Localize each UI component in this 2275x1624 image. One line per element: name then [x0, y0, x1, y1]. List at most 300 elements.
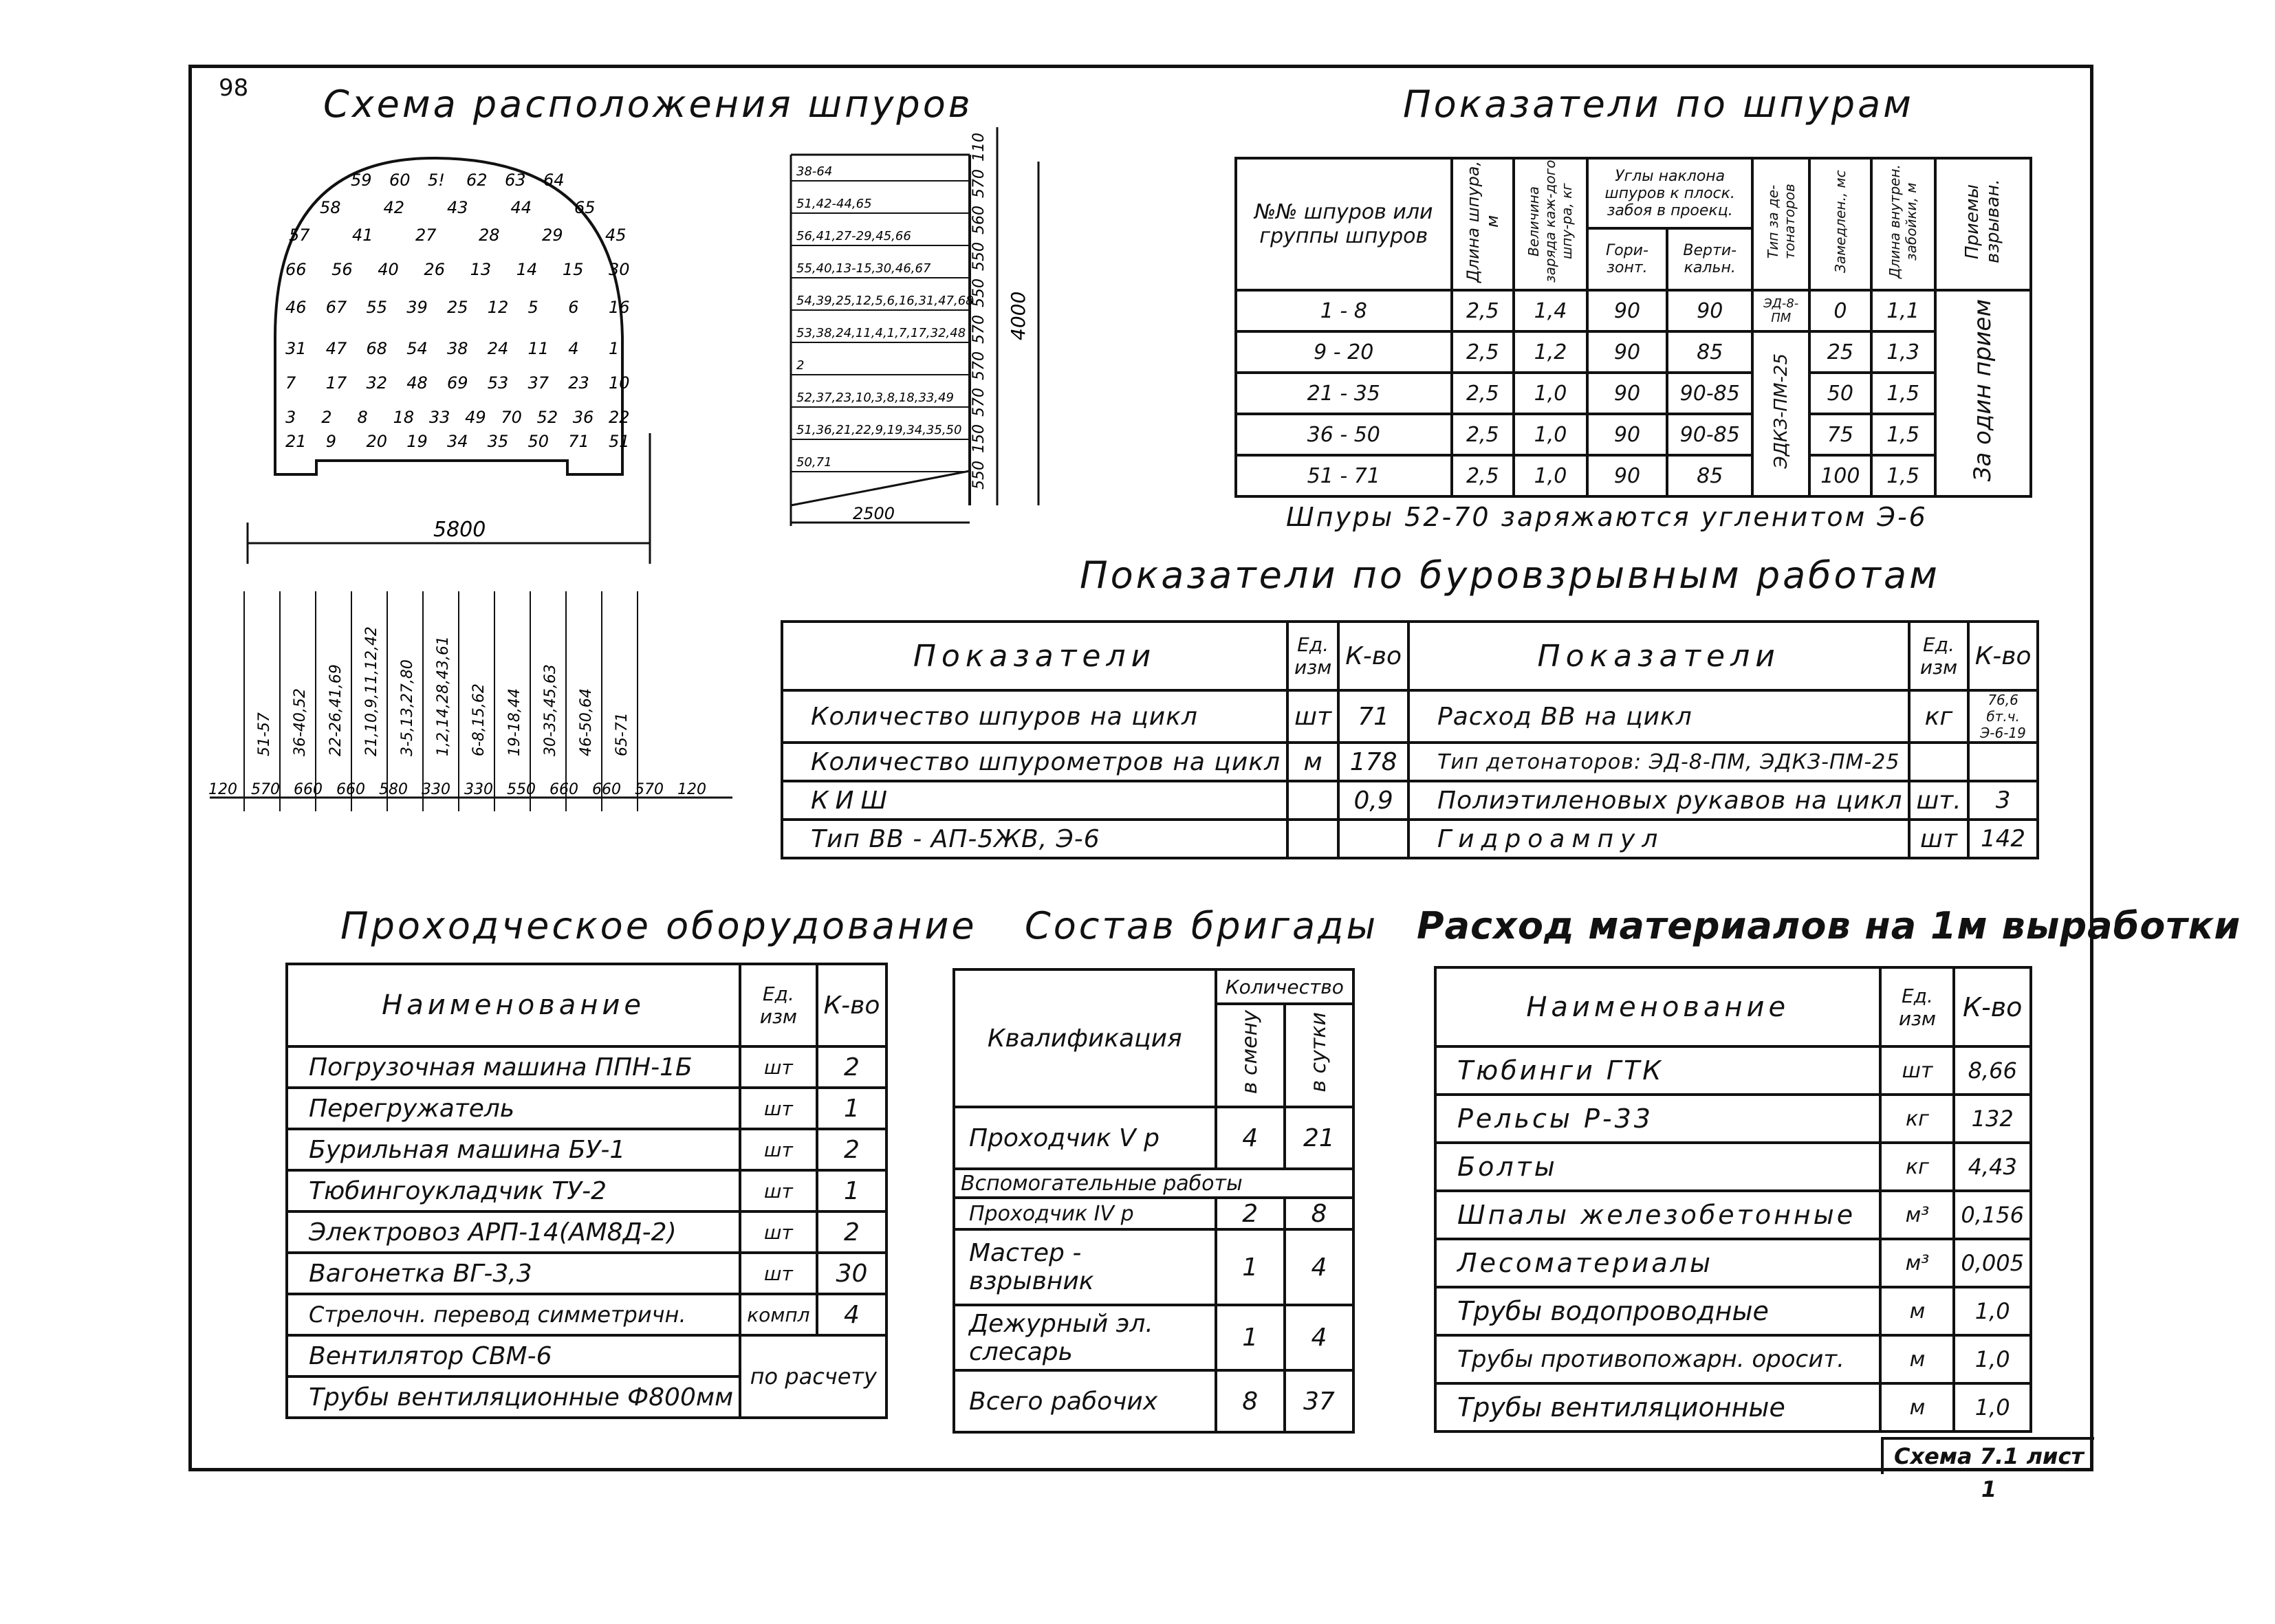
- materials-row: [1435, 1383, 2031, 1431]
- strip-spacing-label: 570: [635, 781, 664, 798]
- section-row-label: 51,42-44,65: [796, 197, 872, 211]
- brigade-shift: 2: [1216, 1198, 1285, 1229]
- brigade-day: 21: [1285, 1107, 1353, 1169]
- drilling-right-name: Полиэтиленовых рукавов на цикл: [1408, 781, 1909, 820]
- blasthole-note: Шпуры 52-70 заряжаются угленитом Э-6: [1286, 502, 1928, 532]
- total-height-label: 4000: [1007, 291, 1030, 340]
- th-left-unit: Ед. изм: [1287, 622, 1338, 690]
- hole-number: 66: [285, 260, 307, 279]
- blasthole-cell: 2,5: [1452, 414, 1514, 455]
- hole-number: 14: [516, 260, 538, 279]
- brigade-shift: 4: [1216, 1107, 1285, 1169]
- blasthole-cell: 21 - 35: [1236, 373, 1452, 414]
- blasthole-cell: 85: [1667, 331, 1752, 373]
- materials-unit: кг: [1880, 1095, 1954, 1143]
- hole-number: 43: [447, 198, 468, 217]
- drilling-row: [782, 781, 2038, 820]
- materials-row: [1435, 1095, 2031, 1143]
- th-method: Приемы взрыван.: [1935, 158, 2031, 290]
- blasthole-cell: 1,3: [1871, 331, 1935, 373]
- materials-row: [1435, 1191, 2031, 1239]
- hole-number: 47: [325, 339, 347, 358]
- equipment-name: Вагонетка ВГ-3,3: [287, 1253, 740, 1294]
- hole-spacing-strip: [203, 584, 739, 818]
- brigade-day: 4: [1285, 1229, 1353, 1305]
- blasthole-cell: 90-85: [1667, 373, 1752, 414]
- equipment-merged-note: по расчету: [740, 1335, 886, 1418]
- th-eq-unit: Ед. изм: [740, 964, 816, 1046]
- drilling-left-qty: 71: [1338, 690, 1408, 743]
- section-row-label: 51,36,21,22,9,19,34,35,50: [796, 423, 962, 437]
- title-scheme: Схема расположения шпуров: [323, 83, 973, 126]
- section-row-label: 56,41,27-29,45,66: [796, 229, 911, 243]
- drilling-left-unit: [1287, 820, 1338, 858]
- hole-number: 68: [366, 339, 388, 358]
- drilling-left-qty: 0,9: [1338, 781, 1408, 820]
- th-horiz: Гори-зонт.: [1587, 228, 1667, 290]
- blasthole-row: [1236, 373, 2031, 414]
- blasthole-cell: 90: [1587, 414, 1667, 455]
- blasthole-cell: 50: [1809, 373, 1871, 414]
- strip-spacing-label: 330: [464, 781, 493, 798]
- th-day: в сутки: [1285, 1004, 1353, 1107]
- blasthole-cell: 36 - 50: [1236, 414, 1452, 455]
- materials-qty: 1,0: [1954, 1287, 2031, 1335]
- brigade-name: Дежурный эл. слесарь: [954, 1305, 1216, 1370]
- blasthole-cell: 25: [1809, 331, 1871, 373]
- section-dim-label: 570: [970, 315, 988, 344]
- strip-group-label: 19-18,44: [506, 688, 523, 756]
- drilling-right-name: Гидроампул: [1408, 820, 1909, 858]
- blasthole-cell: 1,0: [1514, 373, 1587, 414]
- blasthole-cell: 1,1: [1871, 290, 1935, 331]
- materials-row: [1435, 1287, 2031, 1335]
- hole-layout-diagram: [227, 138, 674, 578]
- hole-number: 53: [487, 373, 509, 393]
- materials-name: Лесоматериалы: [1435, 1239, 1880, 1287]
- materials-qty: 0,156: [1954, 1191, 2031, 1239]
- section-rows: [791, 164, 974, 472]
- hole-number: 23: [568, 373, 589, 393]
- blasthole-row: [1236, 414, 2031, 455]
- th-right-qty: К-во: [1968, 622, 2038, 690]
- drilling-right-qty: 76,6 бт.ч. Э-6-19: [1968, 690, 2038, 743]
- hole-number: 12: [487, 298, 509, 317]
- floor-line: [791, 471, 970, 505]
- th-mat-qty: К-во: [1954, 967, 2031, 1046]
- equipment-name: Вентилятор СВМ-6: [287, 1335, 740, 1376]
- hole-number: 51: [609, 432, 630, 451]
- hole-number: 13: [470, 260, 492, 279]
- brigade-aux-row: [954, 1169, 1353, 1198]
- equipment-row: [287, 1046, 886, 1088]
- section-dim-label: 150: [970, 424, 988, 453]
- materials-name: Трубы вентиляционные: [1435, 1383, 1880, 1431]
- brigade-name: Всего рабочих: [954, 1370, 1216, 1432]
- hole-number: 8: [357, 408, 368, 427]
- section-dim-label: 570: [970, 169, 988, 198]
- strip-spacing-label: 570: [251, 781, 280, 798]
- drilling-left-qty: [1338, 820, 1408, 858]
- equipment-qty: 2: [817, 1129, 887, 1170]
- equipment-qty: 2: [817, 1211, 887, 1253]
- equipment-qty: 1: [817, 1088, 887, 1129]
- equipment-name: Электровоз АРП-14(АМ8Д-2): [287, 1211, 740, 1253]
- hole-number: 31: [285, 339, 307, 358]
- materials-unit: м: [1880, 1383, 1954, 1431]
- drilling-left-name: Тип ВВ - АП-5ЖВ, Э-6: [782, 820, 1287, 858]
- hole-number: 3: [285, 408, 296, 427]
- hole-number: 28: [479, 226, 500, 245]
- hole-number: 37: [527, 373, 549, 393]
- blasthole-cell: 9 - 20: [1236, 331, 1452, 373]
- hole-number: 50: [527, 432, 549, 451]
- blasthole-cell: 1,2: [1514, 331, 1587, 373]
- section-dim-label: 570: [970, 351, 988, 380]
- hole-number: 49: [465, 408, 486, 427]
- blasthole-cell: 2,5: [1452, 290, 1514, 331]
- section-row-label: 55,40,13-15,30,46,67: [796, 261, 931, 276]
- drilling-right-qty: [1968, 743, 2038, 781]
- equipment-name: Тюбингоукладчик ТУ-2: [287, 1170, 740, 1211]
- hole-number: 24: [487, 339, 509, 358]
- brigade-shift: 1: [1216, 1305, 1285, 1370]
- hole-number: 4: [568, 339, 579, 358]
- hole-number: 20: [366, 432, 388, 451]
- brigade-row: [954, 1305, 1353, 1370]
- th-right-unit: Ед. изм: [1909, 622, 1968, 690]
- hole-number: 18: [393, 408, 415, 427]
- th-eq-name: Наименование: [287, 964, 740, 1046]
- equipment-unit: шт: [740, 1253, 816, 1294]
- hole-number: 70: [501, 408, 522, 427]
- strip-spacing-label: 580: [379, 781, 408, 798]
- equipment-row: [287, 1088, 886, 1129]
- hole-number: 22: [609, 408, 630, 427]
- equipment-unit: шт: [740, 1211, 816, 1253]
- materials-unit: м³: [1880, 1191, 1954, 1239]
- blasthole-table: [1234, 157, 2032, 498]
- drilling-left-unit: [1287, 781, 1338, 820]
- materials-qty: 0,005: [1954, 1239, 2031, 1287]
- hole-number: 52: [536, 408, 558, 427]
- hole-number: 35: [487, 432, 509, 451]
- page-number: 98: [219, 74, 249, 102]
- th-angles: Углы наклона шпуров к плоск. забоя в проекц.: [1587, 158, 1753, 228]
- materials-name: Рельсы Р-33: [1435, 1095, 1880, 1143]
- th-qty: Количество: [1216, 969, 1353, 1004]
- drilling-table: [781, 620, 2039, 859]
- drilling-left-name: КИШ: [782, 781, 1287, 820]
- bottom-width-label: 2500: [853, 504, 895, 523]
- blasthole-cell: 1,5: [1871, 455, 1935, 496]
- hole-number: 71: [568, 432, 589, 451]
- materials-row: [1435, 1335, 2031, 1383]
- hole-number: 27: [415, 226, 437, 245]
- brigade-row: [954, 1107, 1353, 1169]
- brigade-shift: 1: [1216, 1229, 1285, 1305]
- materials-row: [1435, 1046, 2031, 1095]
- equipment-row: [287, 1294, 886, 1335]
- blasthole-cell: 1 - 8: [1236, 290, 1452, 331]
- section-dim-label: 110: [970, 133, 988, 162]
- hole-number: 32: [366, 373, 388, 393]
- hole-number: 34: [447, 432, 468, 451]
- equipment-qty: 30: [817, 1253, 887, 1294]
- strip-spacing-label: 120: [208, 781, 237, 798]
- brigade-day: 8: [1285, 1198, 1353, 1229]
- hole-number: 48: [406, 373, 428, 393]
- blasthole-det-merged: ЭДКЗ-ПМ-25: [1752, 331, 1809, 496]
- th-vert: Верти-кальн.: [1667, 228, 1752, 290]
- hole-number: 1: [609, 339, 620, 358]
- strip-group-label: 51-57: [256, 712, 273, 756]
- strip-group-label: 22-26,41,69: [327, 664, 345, 756]
- equipment-name: Трубы вентиляционные Ф800мм: [287, 1376, 740, 1418]
- strip-group-label: 1,2,14,28,43,61: [435, 636, 452, 756]
- sheet-stamp: Схема 7.1 лист 1: [1881, 1437, 2094, 1474]
- blasthole-cell: 1,5: [1871, 373, 1935, 414]
- strip-groups: [208, 591, 706, 811]
- th-left-name: Показатели: [782, 622, 1287, 690]
- brigade-name: Мастер - взрывник: [954, 1229, 1216, 1305]
- equipment-unit: шт: [740, 1046, 816, 1088]
- hole-number: 56: [331, 260, 353, 279]
- hole-number: 6: [568, 298, 579, 317]
- materials-qty: 1,0: [1954, 1335, 2031, 1383]
- blasthole-cell: 90: [1667, 290, 1752, 331]
- drilling-right-name: Тип детонаторов: ЭД-8-ПМ, ЭДКЗ-ПМ-25: [1408, 743, 1909, 781]
- brigade-row: [954, 1198, 1353, 1229]
- hole-number: 40: [378, 260, 399, 279]
- equipment-qty: 2: [817, 1046, 887, 1088]
- section-row-label: 38-64: [796, 164, 833, 179]
- title-materials: Расход материалов на 1м выработки: [1417, 904, 2241, 947]
- blasthole-cell: 90: [1587, 290, 1667, 331]
- title-blastholes: Показатели по шпурам: [1403, 83, 1914, 126]
- title-equipment: Проходческое оборудование: [340, 904, 977, 947]
- th-left-qty: К-во: [1338, 622, 1408, 690]
- materials-row: [1435, 1239, 2031, 1287]
- th-qual: Квалификация: [954, 969, 1216, 1107]
- hole-number: 65: [574, 198, 596, 217]
- brigade-aux-label: Вспомогательные работы: [954, 1169, 1353, 1198]
- brigade-name: Проходчик IV р: [954, 1198, 1216, 1229]
- drilling-right-unit: кг: [1909, 690, 1968, 743]
- blasthole-cell: 90-85: [1667, 414, 1752, 455]
- section-dim-label: 560: [970, 206, 988, 234]
- th-right-name: Показатели: [1408, 622, 1909, 690]
- width-label: 5800: [433, 518, 486, 542]
- blasthole-row: [1236, 331, 2031, 373]
- materials-qty: 8,66: [1954, 1046, 2031, 1095]
- blasthole-cell: 1,4: [1514, 290, 1587, 331]
- brigade-day: 37: [1285, 1370, 1353, 1432]
- strip-spacing-label: 660: [336, 781, 365, 798]
- brigade-row: [954, 1229, 1353, 1305]
- materials-name: Болты: [1435, 1143, 1880, 1191]
- drilling-left-unit: м: [1287, 743, 1338, 781]
- th-charge: Величина заряда каж-дого шпу-ра, кг: [1514, 158, 1587, 290]
- hole-number: 21: [285, 432, 307, 451]
- th-shift: в смену: [1216, 1004, 1285, 1107]
- hole-number: 30: [609, 260, 630, 279]
- materials-row: [1435, 1143, 2031, 1191]
- strip-spacing-label: 660: [592, 781, 621, 798]
- title-drilling: Показатели по буровзрывным работам: [1080, 553, 1940, 597]
- blasthole-cell: 2,5: [1452, 455, 1514, 496]
- drilling-right-unit: шт: [1909, 820, 1968, 858]
- hole-number: 69: [447, 373, 468, 393]
- strip-spacing-label: 660: [549, 781, 578, 798]
- drilling-row: [782, 743, 2038, 781]
- hole-number: 44: [510, 198, 532, 217]
- equipment-name: Стрелочн. перевод симметричн.: [287, 1294, 740, 1335]
- section-row-label: 54,39,25,12,5,6,16,31,47,68: [796, 294, 974, 308]
- hole-number: 39: [406, 298, 428, 317]
- th-delay: Замедлен., мс: [1809, 158, 1871, 290]
- hole-number: 59: [351, 171, 372, 190]
- hole-number: 16: [609, 298, 630, 317]
- blasthole-cell: 1,5: [1871, 414, 1935, 455]
- hole-number: 58: [320, 198, 341, 217]
- hole-number: 11: [527, 339, 549, 358]
- section-row-label: 52,37,23,10,3,8,18,33,49: [796, 391, 955, 405]
- blasthole-cell: 90: [1587, 455, 1667, 496]
- hole-number: 7: [285, 373, 296, 393]
- equipment-table: [285, 963, 888, 1419]
- materials-name: Тюбинги ГТК: [1435, 1046, 1880, 1095]
- brigade-table: [953, 968, 1355, 1434]
- materials-unit: м: [1880, 1287, 1954, 1335]
- strip-group-label: 46-50,64: [578, 688, 595, 756]
- blasthole-cell: 2,5: [1452, 373, 1514, 414]
- drilling-right-unit: [1909, 743, 1968, 781]
- blasthole-cell: 75: [1809, 414, 1871, 455]
- hole-number: 62: [466, 171, 488, 190]
- title-brigade: Состав бригады: [1025, 904, 1379, 947]
- blasthole-cell: 2,5: [1452, 331, 1514, 373]
- equipment-row: [287, 1253, 886, 1294]
- th-mat-name: Наименование: [1435, 967, 1880, 1046]
- drilling-right-qty: 142: [1968, 820, 2038, 858]
- strip-spacing-label: 550: [507, 781, 536, 798]
- blasthole-cell: 1,0: [1514, 414, 1587, 455]
- strip-group-label: 65-71: [613, 712, 631, 756]
- materials-unit: шт: [1880, 1046, 1954, 1095]
- section-dim-label: 550: [970, 278, 988, 307]
- hole-number: 45: [605, 226, 627, 245]
- blasthole-cell: 51 - 71: [1236, 455, 1452, 496]
- section-dims: [970, 133, 988, 490]
- hole-number: 5!: [428, 171, 445, 190]
- longitudinal-section: [777, 113, 1066, 540]
- materials-unit: м³: [1880, 1239, 1954, 1287]
- drilling-right-unit: шт.: [1909, 781, 1968, 820]
- equipment-unit: компл: [740, 1294, 816, 1335]
- materials-name: Трубы противопожарн. оросит.: [1435, 1335, 1880, 1383]
- drilling-left-name: Количество шпуров на цикл: [782, 690, 1287, 743]
- materials-qty: 4,43: [1954, 1143, 2031, 1191]
- materials-unit: м: [1880, 1335, 1954, 1383]
- hole-number: 33: [428, 408, 450, 427]
- th-det-type: Тип за де-тонаторов: [1752, 158, 1809, 290]
- equipment-row: [287, 1211, 886, 1253]
- drilling-right-qty: 3: [1968, 781, 2038, 820]
- brigade-row: [954, 1370, 1353, 1432]
- hole-number: 67: [325, 298, 347, 317]
- hole-number: 26: [424, 260, 445, 279]
- th-stem: Длина внутрен. забойки, м: [1871, 158, 1935, 290]
- drilling-row: [782, 820, 2038, 858]
- hole-number: 36: [572, 408, 594, 427]
- equipment-row: [287, 1335, 886, 1376]
- hole-number: 38: [447, 339, 468, 358]
- hole-number: 19: [406, 432, 428, 451]
- strip-group-label: 6-8,15,62: [470, 683, 488, 756]
- hole-number: 25: [447, 298, 468, 317]
- hole-number: 10: [609, 373, 630, 393]
- strip-group-label: 36-40,52: [292, 688, 309, 756]
- hole-number: 5: [527, 298, 538, 317]
- materials-qty: 1,0: [1954, 1383, 2031, 1431]
- th-length: Длина шпура, м: [1452, 158, 1514, 290]
- hole-number: 64: [543, 171, 565, 190]
- equipment-row: [287, 1170, 886, 1211]
- hole-numbers: [285, 171, 630, 451]
- hole-number: 29: [542, 226, 563, 245]
- brigade-day: 4: [1285, 1305, 1353, 1370]
- materials-table: [1434, 966, 2032, 1433]
- equipment-unit: шт: [740, 1129, 816, 1170]
- hole-number: 54: [406, 339, 428, 358]
- blasthole-det-cell: ЭД-8-ПМ: [1752, 290, 1809, 331]
- section-dim-label: 550: [970, 461, 988, 490]
- hole-number: 17: [325, 373, 347, 393]
- equipment-name: Бурильная машина БУ-1: [287, 1129, 740, 1170]
- blasthole-cell: 1,0: [1514, 455, 1587, 496]
- strip-group-label: 30-35,45,63: [542, 664, 559, 756]
- hole-number: 2: [321, 408, 332, 427]
- equipment-qty: 4: [817, 1294, 887, 1335]
- strip-spacing-label: 120: [677, 781, 706, 798]
- hole-number: 41: [352, 226, 373, 245]
- equipment-unit: шт: [740, 1088, 816, 1129]
- hole-number: 9: [325, 432, 337, 451]
- blasthole-method-merged: За один прием: [1935, 290, 2031, 496]
- blasthole-cell: 90: [1587, 331, 1667, 373]
- drilling-left-qty: 178: [1338, 743, 1408, 781]
- materials-name: Шпалы железобетонные: [1435, 1191, 1880, 1239]
- equipment-name: Погрузочная машина ППН-1Б: [287, 1046, 740, 1088]
- hole-number: 63: [505, 171, 526, 190]
- section-row-label: 50,71: [796, 455, 832, 470]
- th-mat-unit: Ед. изм: [1880, 967, 1954, 1046]
- drilling-left-unit: шт: [1287, 690, 1338, 743]
- blasthole-row: [1236, 455, 2031, 496]
- hole-number: 60: [389, 171, 411, 190]
- drilling-left-name: Количество шпурометров на цикл: [782, 743, 1287, 781]
- section-row-label: 53,38,24,11,4,1,7,17,32,48: [796, 326, 966, 340]
- blasthole-cell: 0: [1809, 290, 1871, 331]
- strip-group-label: 21,10,9,11,12,42: [363, 626, 380, 756]
- materials-name: Трубы водопроводные: [1435, 1287, 1880, 1335]
- materials-qty: 132: [1954, 1095, 2031, 1143]
- hole-number: 57: [289, 226, 310, 245]
- brigade-shift: 8: [1216, 1370, 1285, 1432]
- section-row-label: 2: [796, 358, 805, 373]
- drilling-right-name: Расход ВВ на цикл: [1408, 690, 1909, 743]
